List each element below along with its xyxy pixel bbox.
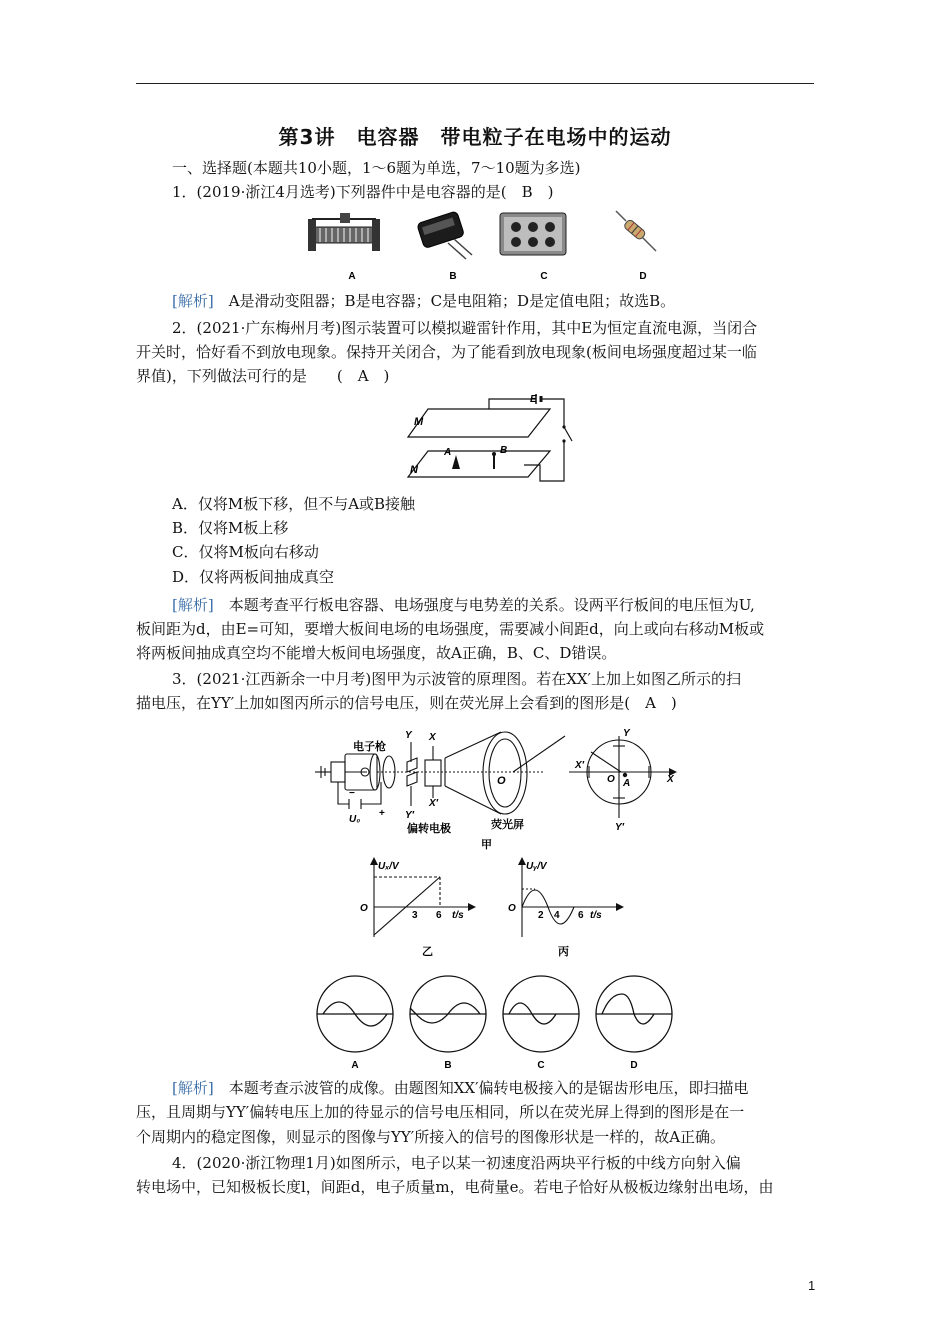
choice-d-screen [596, 976, 672, 1052]
capacitor-image [417, 211, 472, 259]
q2-figure [400, 393, 590, 493]
q3-stem-line1: 3．(2021·江西新余一中月考)图甲为示波管的原理图。若在XX′上加上如图乙所示的扫 [172, 670, 741, 688]
label-y: Y [405, 730, 412, 741]
q2-analysis-line1: [解析] 本题考查平行板电容器、电场强度与电势差的关系。设两平行板间的电压恒为U, [172, 596, 755, 614]
ux-axis-label: Uₓ/V [378, 861, 399, 872]
slide-rheostat-image [308, 213, 380, 251]
q1-figure [300, 205, 680, 285]
label-screen: 荧光屏 [491, 819, 524, 831]
q1-label-d: D [639, 271, 647, 282]
q2-stem-line3: 界值)，下列做法可行的是 ( A ) [136, 367, 390, 385]
label-x-prime: X′ [429, 798, 439, 809]
label-n: N [410, 464, 418, 476]
screen-label-y-prime: Y′ [615, 822, 625, 833]
q3-sweep-voltage-graph [352, 855, 482, 960]
q3-analysis-line3: 个周期内的稳定图像，则显示的图像与YY′所接入的信号的图像形状是一样的，故A正确。 [136, 1128, 726, 1146]
screen-label-x: X [667, 774, 674, 785]
needle-a [452, 455, 460, 469]
label-m: M [414, 416, 424, 428]
analysis-tag: [解析] [172, 596, 214, 614]
q1-label-c: C [540, 271, 548, 282]
resistor-box-image [500, 213, 566, 255]
q1-label-b: B [449, 271, 457, 282]
plate-n [408, 451, 550, 477]
section-heading: 一、选择题(本题共10小题，1～6题为单选，7～10题为多选) [172, 159, 581, 177]
q3-signal-voltage-graph [500, 855, 630, 960]
bing-t-label: t/s [590, 910, 602, 921]
label-a: A [444, 447, 452, 458]
q3-stem-line2: 描电压，在YY′上加如图丙所示的信号电压，则在荧光屏上会看到的图形是( A ) [136, 694, 677, 712]
screen-label-o: O [607, 774, 615, 785]
label-y-prime: Y′ [405, 810, 415, 821]
bing-origin-label: O [508, 903, 516, 914]
choice-c-screen [503, 976, 579, 1052]
ux-tick-6: 6 [436, 910, 442, 921]
label-deflection-plates: 偏转电极 [407, 823, 451, 835]
q2-stem-line1: 2．(2021·广东梅州月考)图示装置可以模拟避雷针作用，其中E为恒定直流电源，当闭合 [172, 319, 758, 337]
q3-oscilloscope-figure [305, 722, 680, 852]
yi-t-label: t/s [452, 910, 464, 921]
label-e: E [530, 394, 537, 405]
yi-origin-label: O [360, 903, 368, 914]
label-o: O [497, 775, 506, 787]
choice-b-screen [410, 976, 486, 1052]
q3-analysis-line1: [解析] 本题考查示波管的成像。由题图知XX′偏转电极接入的是锯齿形电压，即扫描电 [172, 1079, 749, 1097]
label-jia: 甲 [481, 839, 492, 851]
ux-tick-3: 3 [412, 910, 418, 921]
q2-option-b: B．仅将M板上移 [172, 519, 289, 537]
q2-analysis-line2: 板间距为d，由E=可知，要增大板间电场的电场强度，需要减小间距d，向上或向右移动M板或 [136, 620, 765, 638]
q3-choices-figure [310, 972, 690, 1072]
screen-label-y: Y [623, 728, 630, 739]
q3-analysis-line2: 压，且周期与YY′偏转电压上加的待显示的信号电压相同，所以在荧光屏上得到的图形是在一 [136, 1103, 745, 1121]
q2-analysis-line3: 将两板间抽成真空均不能增大板间电场强度，故A正确，B、C、D错误。 [136, 644, 617, 662]
choice-a-screen [317, 976, 393, 1052]
choice-label-d: D [630, 1060, 638, 1071]
choice-label-c: C [537, 1060, 545, 1071]
analysis-tag: [解析] [172, 1079, 214, 1097]
fixed-resistor-image [616, 211, 656, 251]
label-plus: + [379, 808, 385, 819]
q1-stem: 1．(2019·浙江4月选考)下列器件中是电容器的是( B ) [172, 183, 554, 201]
label-electron-gun: 电子枪 [353, 741, 386, 753]
label-u0: U₀ [349, 814, 361, 825]
uy-tick-6: 6 [578, 910, 584, 921]
analysis-tag: [解析] [172, 292, 214, 310]
q2-option-c: C．仅将M板向右移动 [172, 543, 319, 561]
label-bing: 丙 [558, 946, 569, 958]
q4-stem-line2: 转电场中，已知极板长度l，间距d，电子质量m，电荷量e。若电子恰好从极板边缘射出电场，由 [136, 1178, 774, 1196]
page-title: 第3讲 电容器 带电粒子在电场中的运动 [278, 125, 672, 149]
label-b: B [500, 445, 508, 456]
label-yi: 乙 [422, 946, 433, 958]
page-number: 1 [808, 1278, 816, 1293]
q2-stem-line2: 开关时，恰好看不到放电现象。保持开关闭合，为了能看到放电现象(板间电场强度超过某一临 [136, 343, 757, 361]
q1-label-a: A [348, 271, 356, 282]
q1-analysis: [解析] A是滑动变阻器；B是电容器；C是电阻箱；D是定值电阻；故选B。 [172, 292, 676, 310]
plate-m [408, 409, 550, 437]
screen-label-a: A [623, 778, 631, 789]
uy-axis-label: Uᵧ/V [526, 861, 547, 872]
uy-tick-4: 4 [554, 910, 560, 921]
choice-label-b: B [444, 1060, 452, 1071]
header-rule [136, 83, 814, 84]
q2-option-d: D．仅将两板间抽成真空 [172, 568, 335, 586]
uy-tick-2: 2 [538, 910, 544, 921]
screen-label-x-prime: X′ [575, 760, 585, 771]
q2-option-a: A．仅将M板下移，但不与A或B接触 [172, 495, 416, 513]
q4-stem-line1: 4．(2020·浙江物理1月)如图所示，电子以某一初速度沿两块平行板的中线方向射入偏 [172, 1154, 741, 1172]
label-x: X [429, 732, 436, 743]
choice-label-a: A [351, 1060, 359, 1071]
label-minus: − [349, 788, 355, 799]
